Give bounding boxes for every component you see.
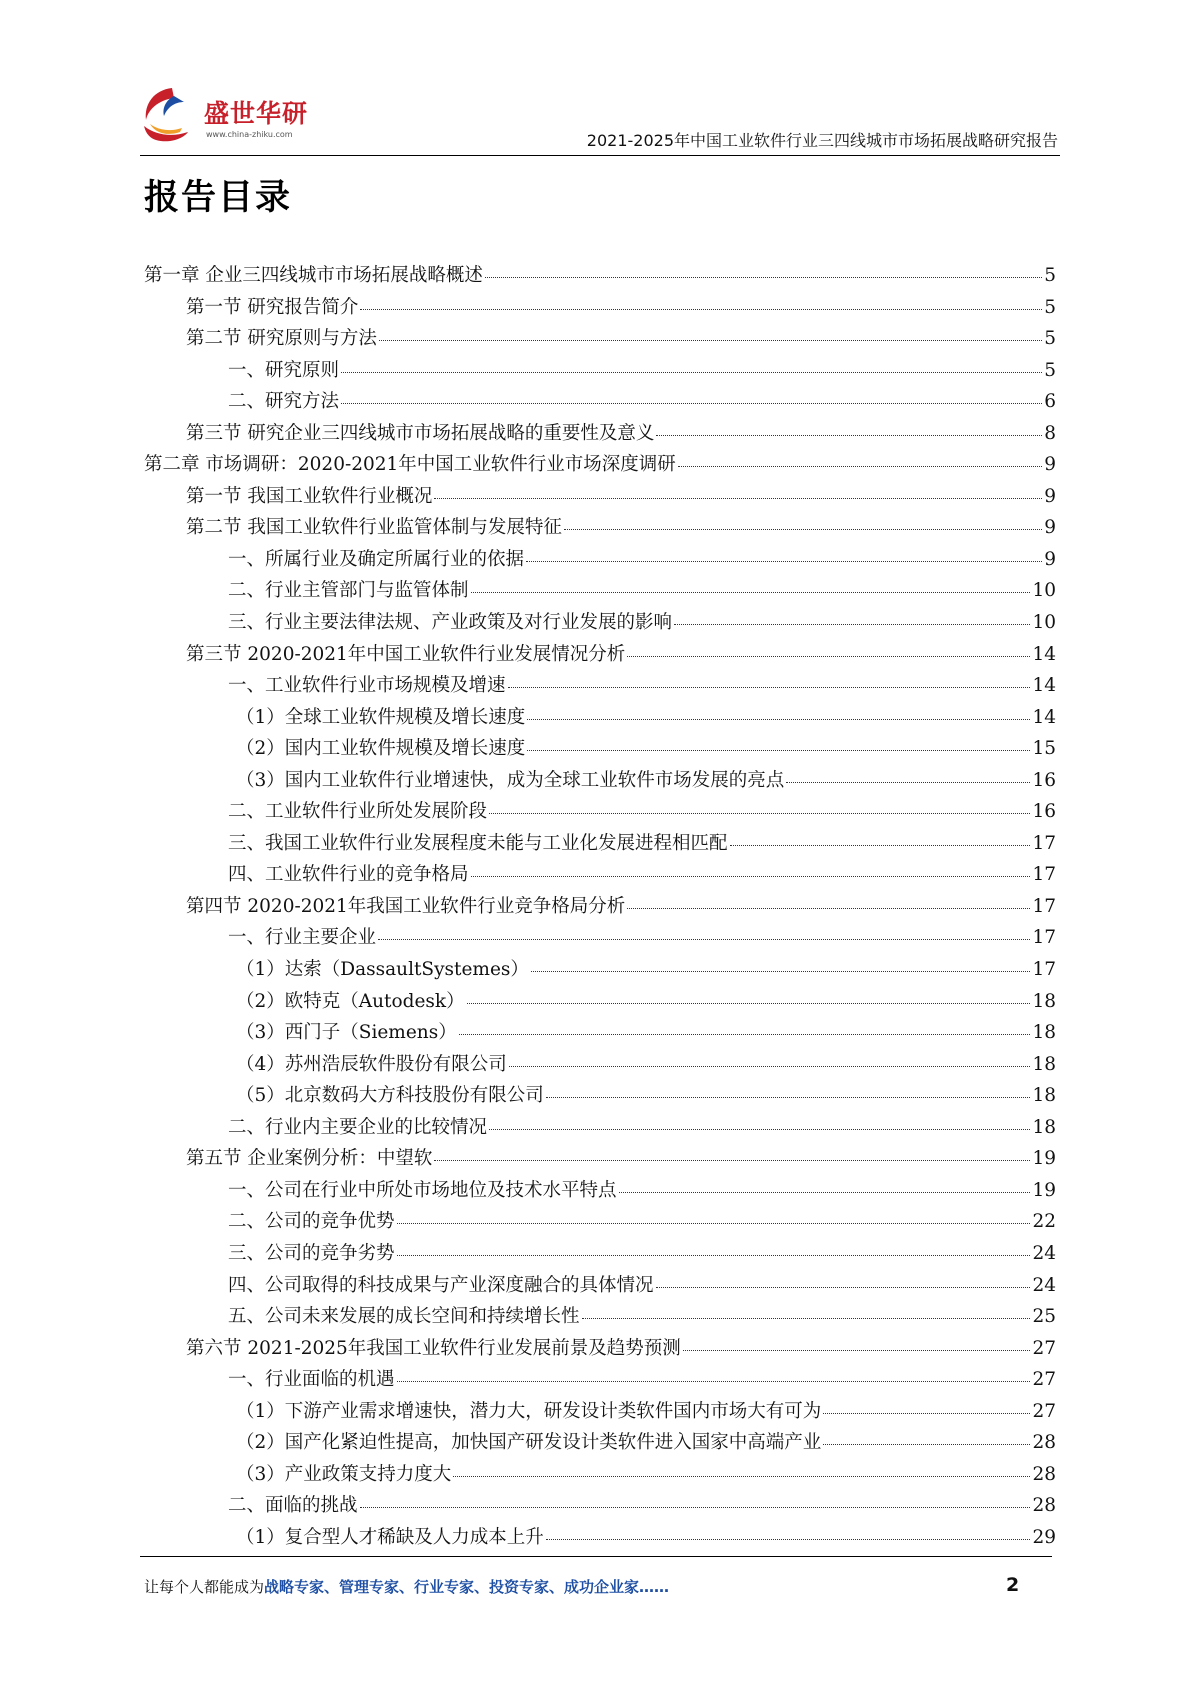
toc-entry-page: 16 (1032, 769, 1056, 791)
company-logo (140, 82, 330, 146)
toc-dot-leader (489, 1128, 1030, 1130)
toc-entry-label: 二、工业软件行业所处发展阶段 (228, 801, 488, 823)
toc-entry[interactable] (144, 640, 1056, 672)
toc-entry[interactable] (144, 734, 1056, 766)
toc-entry-page: 17 (1032, 959, 1056, 981)
toc-dot-leader (674, 623, 1030, 625)
toc-entry-page: 17 (1032, 864, 1056, 886)
toc-entry[interactable] (144, 766, 1056, 798)
toc-entry-label: 五、公司未来发展的成长空间和持续增长性 (228, 1306, 580, 1328)
toc-entry-page: 15 (1032, 738, 1056, 760)
toc-entry[interactable] (144, 356, 1056, 388)
toc-entry[interactable] (144, 955, 1056, 987)
toc-entry-label: 四、公司取得的科技成果与产业深度融合的具体情况 (228, 1274, 654, 1296)
toc-entry-label: （2）欧特克（Autodesk） (236, 990, 465, 1012)
toc-entry-page: 17 (1032, 895, 1056, 917)
toc-dot-leader (627, 655, 1030, 657)
toc-entry-label: 二、面临的挑战 (228, 1495, 358, 1517)
toc-entry-label: 第二章 市场调研：2020-2021年中国工业软件行业市场深度调研 (144, 454, 676, 476)
toc-entry-label: （1）下游产业需求增速快，潜力大，研发设计类软件国内市场大有可为 (236, 1400, 822, 1422)
toc-entry[interactable] (144, 1334, 1056, 1366)
toc-dot-leader (467, 1002, 1031, 1004)
toc-entry[interactable] (144, 797, 1056, 829)
toc-entry-page: 19 (1032, 1179, 1056, 1201)
toc-entry[interactable] (144, 1176, 1056, 1208)
toc-dot-leader (527, 718, 1030, 720)
toc-dot-leader (546, 1096, 1031, 1098)
toc-entry[interactable] (144, 1397, 1056, 1429)
toc-entry[interactable] (144, 703, 1056, 735)
toc-entry-label: （1）达索（DassaultSystemes） (236, 959, 529, 981)
toc-dot-leader (453, 1475, 1030, 1477)
toc-entry[interactable] (144, 576, 1056, 608)
toc-entry-page: 8 (1044, 422, 1056, 444)
toc-entry-page: 18 (1032, 1085, 1056, 1107)
toc-dot-leader (341, 371, 1042, 373)
toc-entry[interactable] (144, 1428, 1056, 1460)
toc-entry-page: 14 (1032, 643, 1056, 665)
toc-entry-label: （4）苏州浩辰软件股份有限公司 (236, 1053, 507, 1075)
toc-dot-leader (397, 1380, 1031, 1382)
toc-entry-label: （1）复合型人才稀缺及人力成本上升 (236, 1526, 544, 1548)
toc-dot-leader (434, 497, 1042, 499)
toc-entry[interactable] (144, 608, 1056, 640)
toc-entry[interactable] (144, 1271, 1056, 1303)
toc-entry-page: 14 (1032, 706, 1056, 728)
toc-dot-leader (546, 1538, 1031, 1540)
toc-entry-label: 第一节 我国工业软件行业概况 (186, 485, 433, 507)
toc-entry-label: 第四节 2020-2021年我国工业软件行业竞争格局分析 (186, 895, 626, 917)
logo-url-text: www.china-zhiku.com (206, 130, 293, 139)
toc-dot-leader (379, 339, 1042, 341)
toc-entry[interactable] (144, 1491, 1056, 1523)
toc-entry[interactable] (144, 860, 1056, 892)
toc-entry-label: 二、公司的竞争优势 (228, 1211, 395, 1233)
report-title: 2021-2025年中国工业软件行业三四线城市市场拓展战略研究报告 (586, 131, 1058, 150)
toc-entry-label: 一、所属行业及确定所属行业的依据 (228, 548, 525, 570)
toc-entry[interactable] (144, 450, 1056, 482)
toc-dot-leader (471, 591, 1031, 593)
toc-entry[interactable] (144, 387, 1056, 419)
toc-entry-label: （5）北京数码大方科技股份有限公司 (236, 1085, 544, 1107)
header-divider (140, 155, 1060, 156)
toc-entry[interactable] (144, 1081, 1056, 1113)
toc-dot-leader (360, 308, 1042, 310)
toc-dot-leader (509, 1065, 1031, 1067)
toc-entry[interactable] (144, 545, 1056, 577)
toc-entry-page: 29 (1032, 1526, 1056, 1548)
toc-entry[interactable] (144, 261, 1056, 293)
toc-entry[interactable] (144, 293, 1056, 325)
toc-dot-leader (823, 1412, 1030, 1414)
toc-dot-leader (341, 402, 1042, 404)
toc-dot-leader (531, 970, 1031, 972)
toc-entry[interactable] (144, 1365, 1056, 1397)
toc-dot-leader (378, 938, 1030, 940)
toc-entry[interactable] (144, 1460, 1056, 1492)
toc-entry-page: 24 (1032, 1274, 1056, 1296)
toc-entry-label: 四、工业软件行业的竞争格局 (228, 864, 469, 886)
toc-entry-label: 一、研究原则 (228, 359, 340, 381)
toc-entry-page: 27 (1032, 1337, 1056, 1359)
logo-swoosh-icon (140, 82, 202, 146)
toc-entry[interactable] (144, 1018, 1056, 1050)
toc-dot-leader (508, 686, 1031, 688)
toc-entry-page: 19 (1032, 1148, 1056, 1170)
toc-entry-page: 17 (1032, 927, 1056, 949)
toc-entry[interactable] (144, 671, 1056, 703)
toc-entry-label: 第二节 我国工业软件行业监管体制与发展特征 (186, 517, 562, 539)
toc-entry-page: 10 (1032, 580, 1056, 602)
toc-entry-page: 16 (1032, 801, 1056, 823)
logo-brand-text: 盛世华研 (204, 99, 309, 128)
toc-entry-label: 第五节 企业案例分析：中望软 (186, 1148, 433, 1170)
toc-entry-label: （2）国内工业软件规模及增长速度 (236, 738, 526, 760)
toc-entry-page: 18 (1032, 990, 1056, 1012)
toc-entry-label: 三、我国工业软件行业发展程度未能与工业化发展进程相匹配 (228, 832, 728, 854)
toc-dot-leader (823, 1443, 1030, 1445)
toc-entry[interactable] (144, 513, 1056, 545)
toc-entry-page: 25 (1032, 1306, 1056, 1328)
footer-slogan (144, 1576, 669, 1597)
toc-dot-leader (582, 1317, 1031, 1319)
toc-entry-page: 6 (1044, 391, 1056, 413)
toc-entry-label: （3）国内工业软件行业增速快，成为全球工业软件市场发展的亮点 (236, 769, 785, 791)
toc-dot-leader (459, 1033, 1031, 1035)
toc-entry[interactable] (144, 482, 1056, 514)
toc-entry-page: 24 (1032, 1242, 1056, 1264)
toc-dot-leader (434, 1159, 1030, 1161)
toc-dot-leader (526, 560, 1042, 562)
toc-entry-label: 第三节 2020-2021年中国工业软件行业发展情况分析 (186, 643, 626, 665)
toc-entry[interactable] (144, 1207, 1056, 1239)
toc-entry[interactable] (144, 829, 1056, 861)
toc-entry-label: 三、公司的竞争劣势 (228, 1242, 395, 1264)
toc-dot-leader (397, 1222, 1031, 1224)
toc-entry[interactable] (144, 1050, 1056, 1082)
toc-entry-label: 第一章 企业三四线城市市场拓展战略概述 (144, 265, 483, 286)
toc-dot-leader (656, 1286, 1031, 1288)
toc-dot-leader (619, 1191, 1031, 1193)
toc-dot-leader (786, 781, 1030, 783)
toc-entry[interactable] (144, 1144, 1056, 1176)
toc-entry-page: 28 (1032, 1463, 1056, 1485)
toc-entry-page: 9 (1044, 485, 1056, 507)
toc-entry-label: （2）国产化紧迫性提高，加快国产研发设计类软件进入国家中高端产业 (236, 1432, 822, 1454)
toc-entry-label: 一、工业软件行业市场规模及增速 (228, 675, 506, 697)
toc-entry[interactable] (144, 1239, 1056, 1271)
toc-entry-label: 第二节 研究原则与方法 (186, 328, 377, 350)
toc-entry-page: 18 (1032, 1022, 1056, 1044)
toc-dot-leader (564, 528, 1042, 530)
toc-dot-leader (730, 844, 1031, 846)
toc-entry[interactable] (144, 419, 1056, 451)
toc-entry[interactable] (144, 892, 1056, 924)
toc-dot-leader (471, 875, 1031, 877)
page-header (140, 82, 1060, 158)
toc-entry-label: 第六节 2021-2025年我国工业软件行业发展前景及趋势预测 (186, 1337, 681, 1359)
toc-entry-page: 28 (1032, 1495, 1056, 1517)
toc-entry-page: 5 (1044, 328, 1056, 350)
table-of-contents (144, 261, 1056, 1554)
toc-entry-page: 5 (1044, 265, 1056, 286)
toc-dot-leader (627, 907, 1030, 909)
toc-entry-label: 二、行业内主要企业的比较情况 (228, 1116, 488, 1138)
toc-dot-leader (360, 1506, 1031, 1508)
toc-entry[interactable] (144, 987, 1056, 1019)
footer-slogan-prefix: 让每个人都能成为 (144, 1578, 265, 1596)
toc-entry-label: 第一节 研究报告简介 (186, 296, 359, 318)
toc-entry-page: 17 (1032, 832, 1056, 854)
toc-heading: 报告目录 (144, 178, 293, 218)
toc-entry[interactable] (144, 324, 1056, 356)
toc-entry-page: 5 (1044, 359, 1056, 381)
toc-entry-label: （1）全球工业软件规模及增长速度 (236, 706, 526, 728)
toc-entry-page: 5 (1044, 296, 1056, 318)
toc-entry-page: 28 (1032, 1432, 1056, 1454)
toc-entry-label: （3）西门子（Siemens） (236, 1022, 457, 1044)
toc-entry-label: 一、行业主要企业 (228, 927, 377, 949)
toc-entry-label: 三、行业主要法律法规、产业政策及对行业发展的影响 (228, 612, 673, 634)
toc-entry-page: 18 (1032, 1053, 1056, 1075)
toc-entry[interactable] (144, 923, 1056, 955)
toc-dot-leader (397, 1254, 1031, 1256)
toc-dot-leader (485, 276, 1042, 278)
toc-dot-leader (489, 812, 1030, 814)
toc-entry-label: 一、公司在行业中所处市场地位及技术水平特点 (228, 1179, 617, 1201)
toc-entry-page: 22 (1032, 1211, 1056, 1233)
footer-slogan-highlight: 战略专家、管理专家、行业专家、投资专家、成功企业家…… (264, 1578, 670, 1596)
toc-entry-page: 18 (1032, 1116, 1056, 1138)
toc-entry-page: 9 (1044, 517, 1056, 539)
toc-entry-page: 27 (1032, 1369, 1056, 1391)
toc-entry-label: （3）产业政策支持力度大 (236, 1463, 452, 1485)
toc-dot-leader (683, 1349, 1031, 1351)
toc-entry-page: 27 (1032, 1400, 1056, 1422)
toc-entry-page: 10 (1032, 612, 1056, 634)
toc-entry-page: 14 (1032, 675, 1056, 697)
toc-entry-label: 二、行业主管部门与监管体制 (228, 580, 469, 602)
toc-dot-leader (527, 749, 1030, 751)
toc-entry[interactable] (144, 1523, 1056, 1555)
toc-entry-label: 二、研究方法 (228, 391, 340, 413)
toc-entry[interactable] (144, 1113, 1056, 1145)
toc-dot-leader (678, 465, 1042, 467)
toc-entry-page: 9 (1044, 454, 1056, 476)
toc-entry[interactable] (144, 1302, 1056, 1334)
toc-entry-label: 一、行业面临的机遇 (228, 1369, 395, 1391)
toc-dot-leader (656, 434, 1042, 436)
toc-entry-label: 第三节 研究企业三四线城市市场拓展战略的重要性及意义 (186, 422, 655, 444)
footer-divider (140, 1556, 1052, 1557)
toc-entry-page: 9 (1044, 548, 1056, 570)
page-number: 2 (1006, 1574, 1020, 1596)
